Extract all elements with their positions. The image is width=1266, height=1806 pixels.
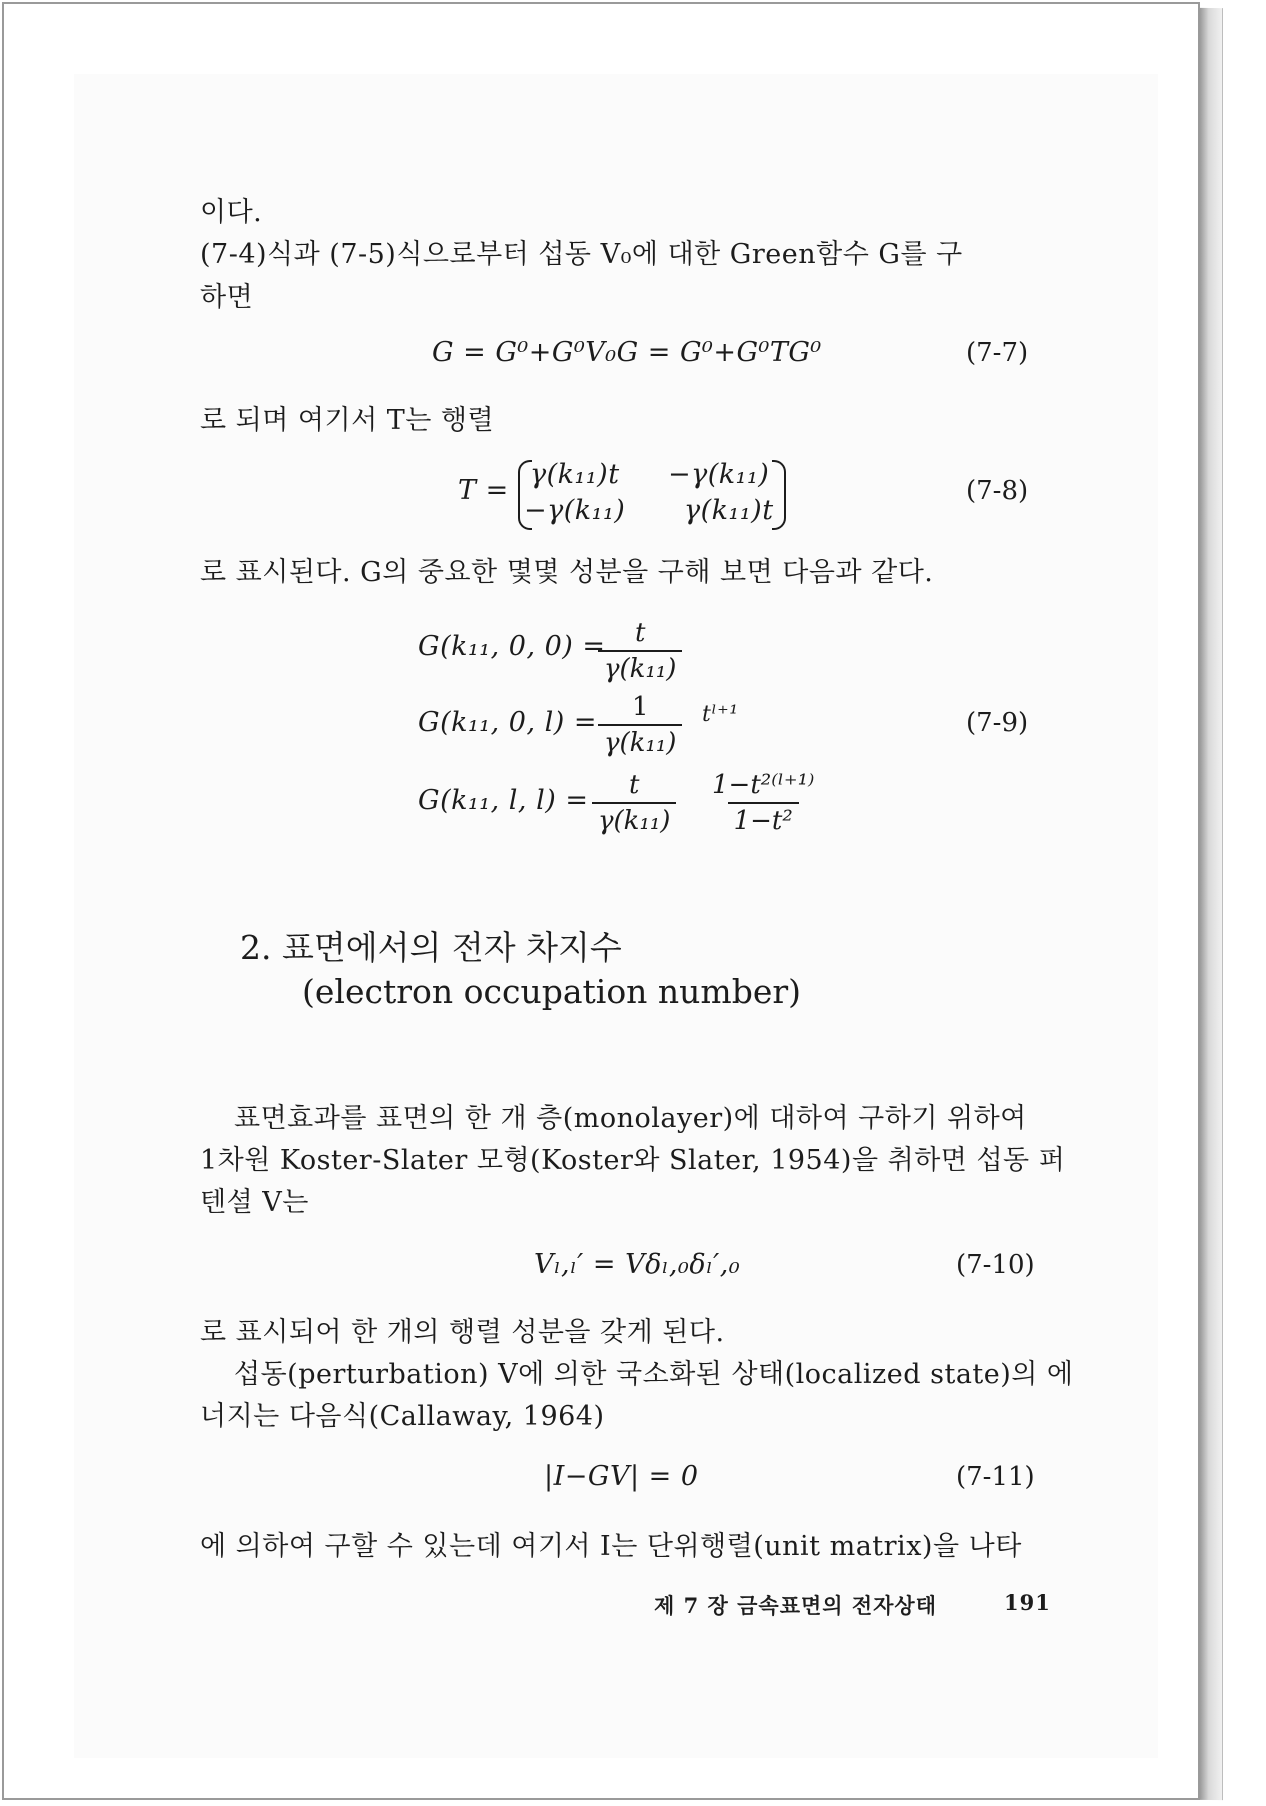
text-line: 에 의하여 구할 수 있는데 여기서 I는 단위행렬(unit matrix)을 나타 [200, 1531, 1022, 1562]
text-line: 로 표시된다. G의 중요한 몇몇 성분을 구해 보면 다음과 같다. [200, 557, 934, 588]
fraction [598, 618, 682, 684]
equation-number: (7-11) [956, 1462, 1035, 1492]
fraction-denominator: 1−t² [728, 802, 799, 836]
matrix-entry: −γ(k₁₁) [668, 459, 770, 490]
matrix-right-bracket [772, 460, 786, 530]
equation-7-9-b-lhs: G(k₁₁, 0, l) = [418, 707, 597, 738]
fraction-denominator: γ(k₁₁) [598, 650, 682, 684]
page-edge-shadow [1200, 8, 1223, 1800]
page-number: 191 [1004, 1590, 1051, 1615]
text-line: 표면효과를 표면의 한 개 층(monolayer)에 대하여 구하기 위하여 [234, 1103, 1027, 1134]
fraction [706, 770, 820, 836]
section-title: 2. 표면에서의 전자 차지수 [240, 928, 622, 967]
matrix-entry: γ(k₁₁)t [684, 495, 774, 526]
fraction-numerator: 1 [631, 692, 649, 722]
fraction [592, 770, 676, 836]
equation-number: (7-8) [966, 476, 1029, 506]
fraction-denominator: γ(k₁₁) [598, 724, 682, 758]
matrix-entry: γ(k₁₁)t [530, 459, 620, 490]
equation-7-9-c-lhs: G(k₁₁, l, l) = [418, 785, 589, 816]
equation-7-10: Vₗ,ₗ′ = Vδₗ,₀δₗ′,₀ [534, 1249, 741, 1280]
text-line: 하면 [200, 282, 254, 313]
running-footer: 제 7 장 금속표면의 전자상태 [654, 1593, 938, 1618]
equation-7-8-lhs: T = [458, 475, 509, 506]
text-line: 로 표시되어 한 개의 행렬 성분을 갖게 된다. [200, 1317, 725, 1348]
section-subtitle: (electron occupation number) [302, 972, 802, 1011]
fraction-numerator: t [634, 618, 646, 648]
equation-7-9-a-lhs: G(k₁₁, 0, 0) = [418, 631, 606, 662]
text-line: 1차원 Koster-Slater 모형(Koster와 Slater, 1954)을 취하면 섭동 퍼 [200, 1145, 1066, 1176]
text-line: (7-4)식과 (7-5)식으로부터 섭동 V₀에 대한 Green함수 G를 구 [200, 239, 963, 270]
text-line: 텐셜 V는 [200, 1187, 309, 1218]
text-line: 로 되며 여기서 T는 행렬 [200, 405, 495, 436]
fraction-numerator: t [628, 770, 640, 800]
text-line: 너지는 다음식(Callaway, 1964) [200, 1401, 605, 1432]
matrix-entry: −γ(k₁₁) [524, 495, 626, 526]
equation-7-7: G = G⁰+G⁰V₀G = G⁰+G⁰TG⁰ [432, 337, 822, 368]
fraction [598, 692, 682, 758]
text-line: 섭동(perturbation) V에 의한 국소화된 상태(localized state)의 에 [234, 1359, 1074, 1390]
fraction-numerator: 1−t²⁽ˡ⁺¹⁾ [712, 770, 815, 800]
equation-term: tˡ⁺¹ [702, 702, 739, 727]
equation-7-11: |I−GV| = 0 [544, 1461, 699, 1492]
equation-number: (7-9) [966, 708, 1029, 738]
page-body [74, 74, 1158, 1758]
text-line: 이다. [200, 197, 263, 228]
equation-number: (7-10) [956, 1250, 1035, 1280]
fraction-denominator: γ(k₁₁) [592, 802, 676, 836]
equation-number: (7-7) [966, 338, 1029, 368]
